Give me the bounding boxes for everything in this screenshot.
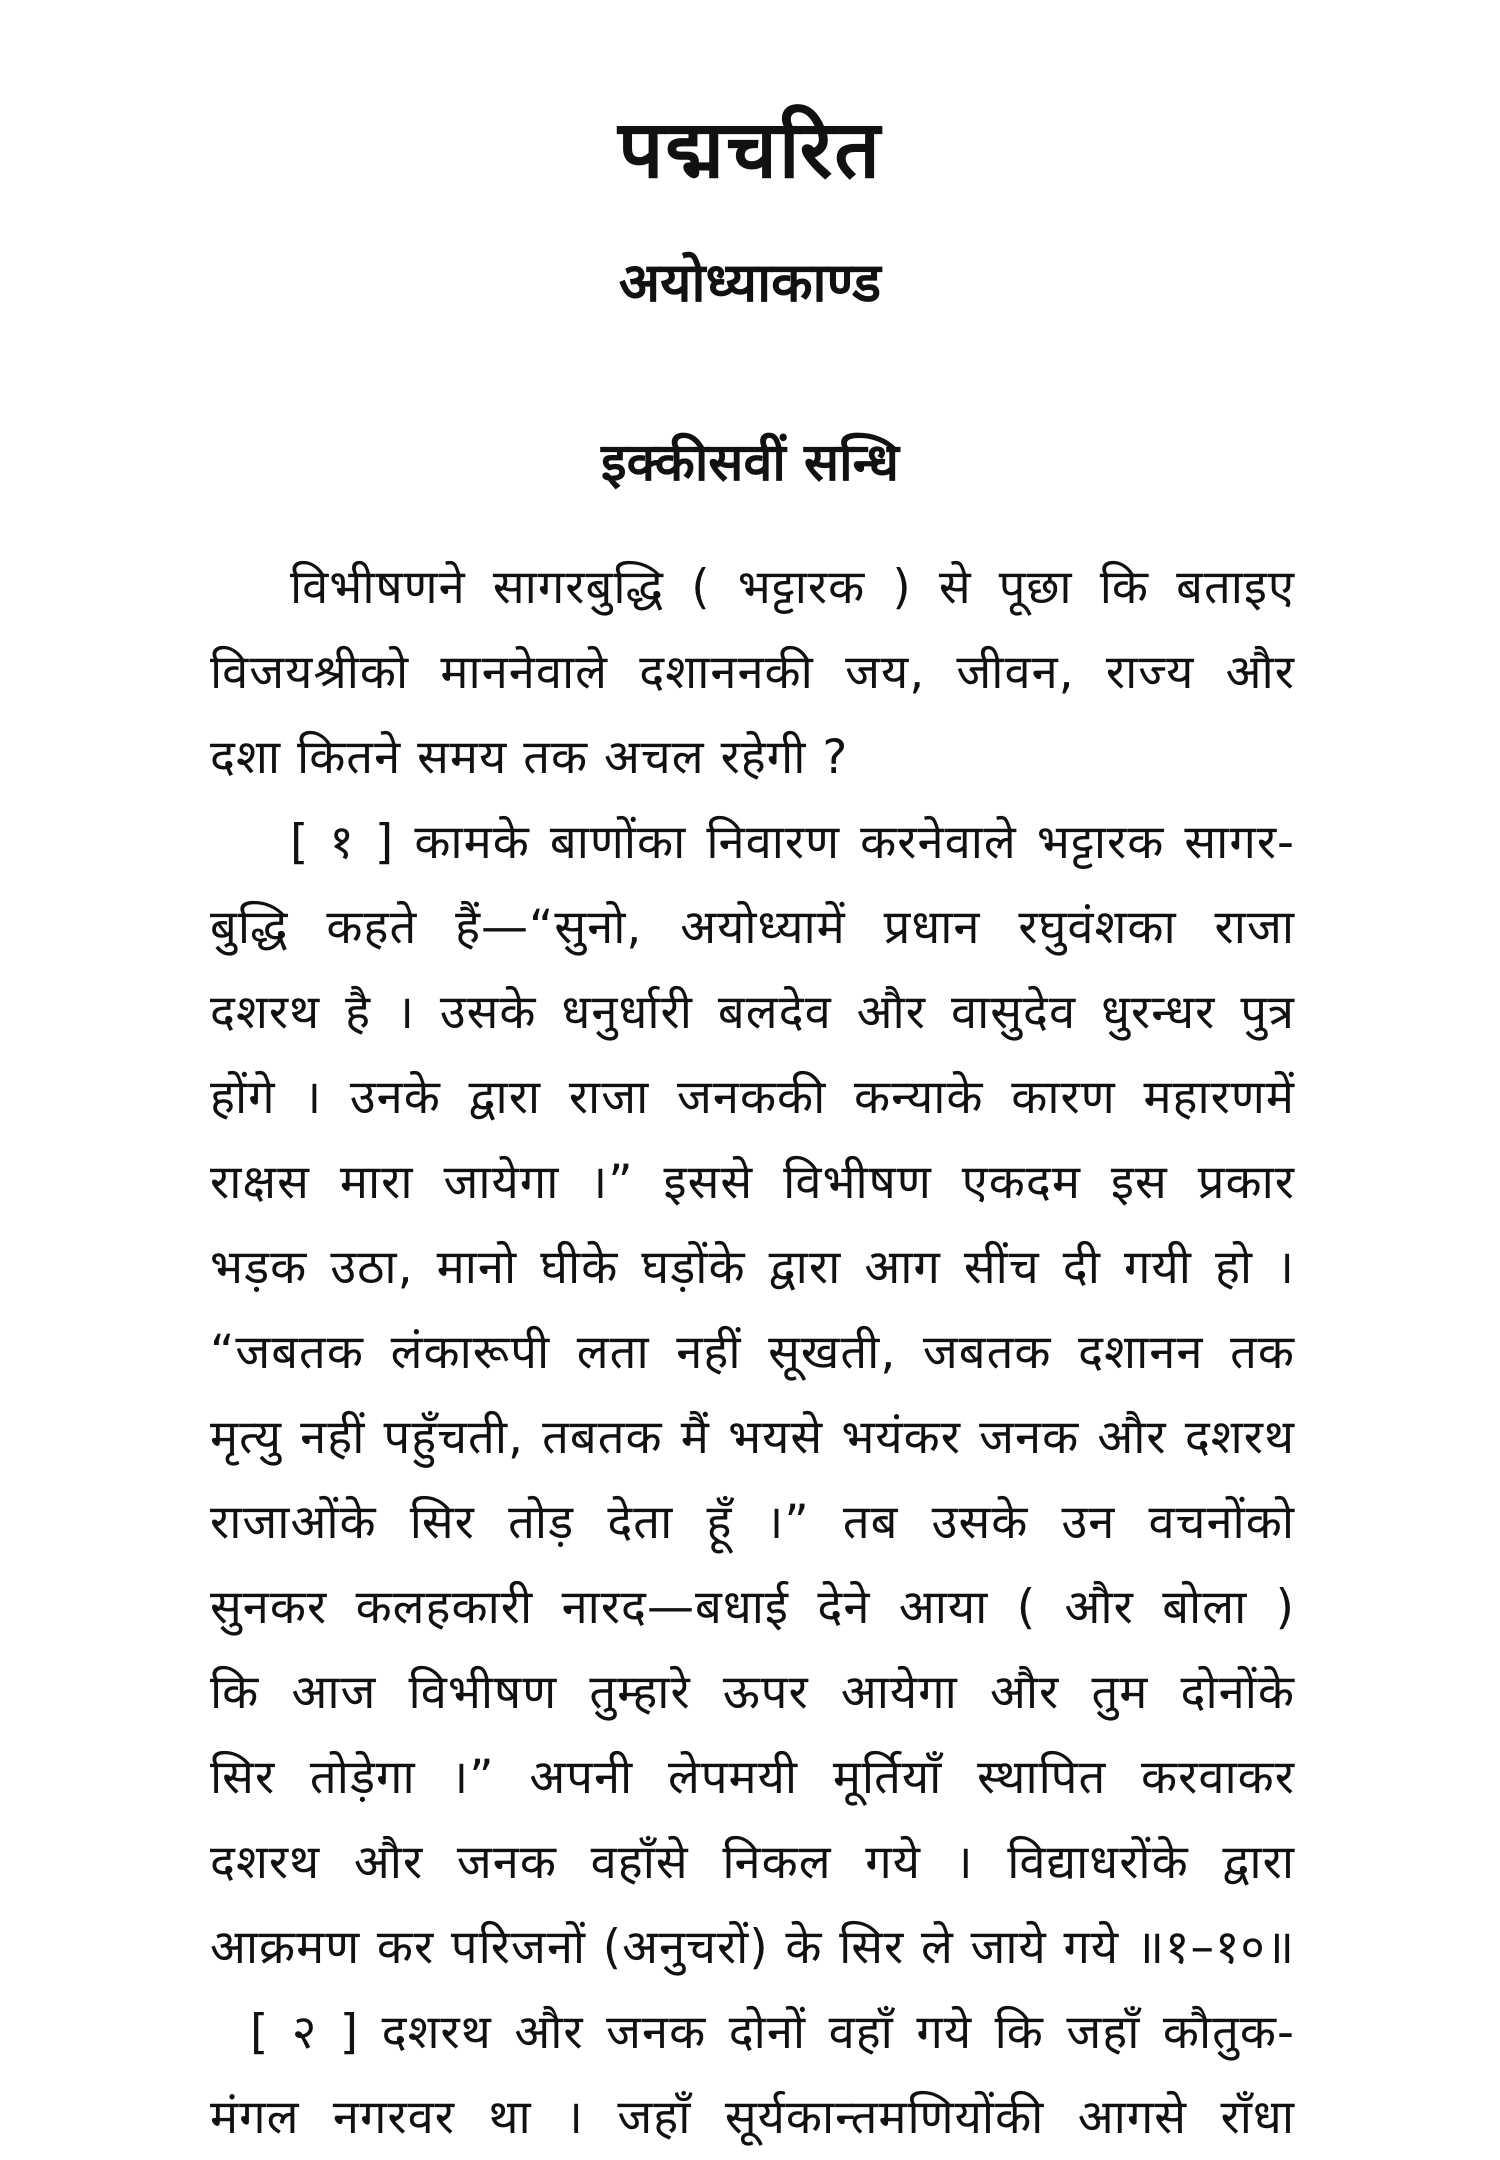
text-line: राक्षस मारा जायेगा ।” इससे विभीषण एकदम इस प्रकार <box>210 1155 1295 1210</box>
text-line: विजयश्रीको माननेवाले दशाननकी जय, जीवन, राज्य और <box>210 645 1295 700</box>
body-text <box>210 545 1295 2160</box>
section-title: अयोध्याकाण्ड <box>618 251 882 314</box>
text-line: सिर तोड़ेगा ।” अपनी लेपमयी मूर्तियाँ स्थापित करवाकर <box>210 1750 1295 1805</box>
text-line: [ २ ] दशरथ और जनक दोनों वहाँ गये कि जहाँ कौतुक- <box>250 2005 1295 2060</box>
text-line: राजाओंके सिर तोड़ देता हूँ ।” तब उसके उन वचनोंको <box>210 1495 1295 1550</box>
text-line: कि आज विभीषण तुम्हारे ऊपर आयेगा और तुम दोनोंके <box>210 1665 1295 1720</box>
chapter-title: इक्कीसवीं सन्धि <box>601 433 899 493</box>
text-line: [ १ ] कामके बाणोंका निवारण करनेवाले भट्टारक सागर- <box>290 815 1295 870</box>
text-line: भड़क उठा, मानो घीके घड़ोंके द्वारा आग सींच दी गयी हो । <box>210 1240 1295 1295</box>
text-line: दशरथ है । उसके धनुर्धारी बलदेव और वासुदेव धुरन्धर पुत्र <box>210 985 1295 1040</box>
text-line: दशा कितने समय तक अचल रहेगी ? <box>210 730 849 785</box>
text-line: मृत्यु नहीं पहुँचती, तबतक मैं भयसे भयंकर जनक और दशरथ <box>210 1410 1295 1465</box>
text-line: होंगे । उनके द्वारा राजा जनककी कन्याके कारण महारणमें <box>210 1070 1295 1125</box>
text-line: आक्रमण कर परिजनों (अनुचरों) के सिर ले जाये गये ॥१–१०॥ <box>210 1920 1295 1975</box>
text-line: विभीषणने सागरबुद्धि ( भट्टारक ) से पूछा कि बताइए <box>290 560 1295 615</box>
text-line: “जबतक लंकारूपी लता नहीं सूखती, जबतक दशानन तक <box>210 1325 1295 1380</box>
text-line: सुनकर कलहकारी नारद—बधाई देने आया ( और बोला ) <box>210 1580 1295 1635</box>
text-line: दशरथ और जनक वहाँसे निकल गये । विद्याधरोंके द्वारा <box>210 1835 1295 1890</box>
text-line: बुद्धि कहते हैं—“सुनो, अयोध्यामें प्रधान रघुवंशका राजा <box>210 900 1295 955</box>
text-line: मंगल नगरवर था । जहाँ सूर्यकान्तमणियोंकी आगसे राँधा <box>210 2090 1295 2145</box>
book-title: पद्मचरित <box>618 103 882 196</box>
